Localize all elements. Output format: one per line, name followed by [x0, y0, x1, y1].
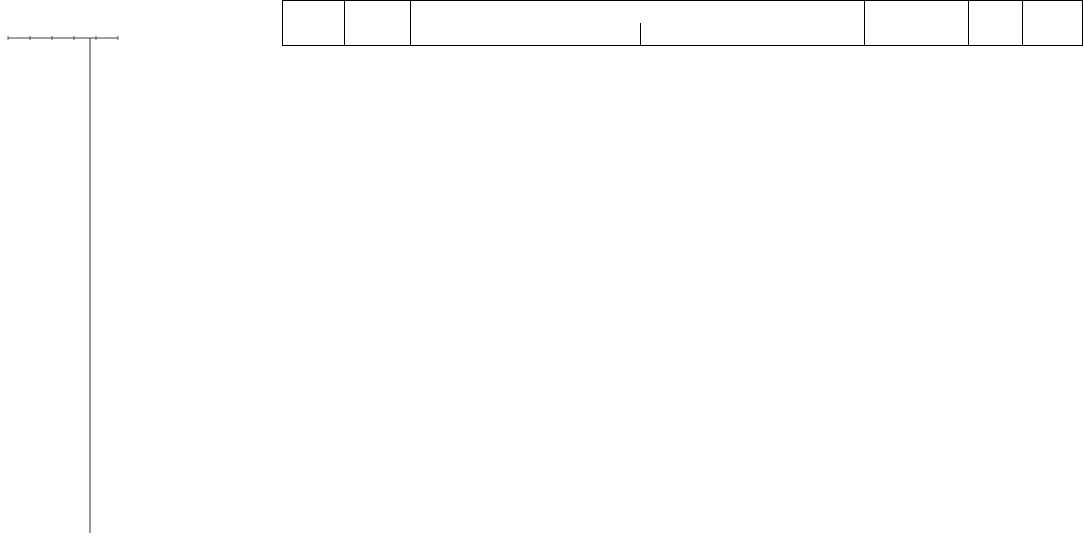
header-phylogroup — [865, 1, 969, 46]
header-resistance — [411, 1, 865, 23]
dendrogram — [0, 0, 124, 539]
results-table-container — [282, 0, 1082, 539]
header-mlst — [969, 1, 1023, 46]
header-site — [1023, 1, 1083, 46]
pfge-gel-image — [124, 46, 276, 533]
header-isolate-line1 — [345, 1, 411, 23]
header-clone — [283, 1, 345, 46]
pfge-dendrogram-panel — [0, 0, 282, 539]
results-table — [282, 0, 1083, 46]
header-isolate-line2 — [345, 23, 411, 46]
header-cephalosporins — [411, 23, 641, 46]
header-quinolones — [641, 23, 865, 46]
